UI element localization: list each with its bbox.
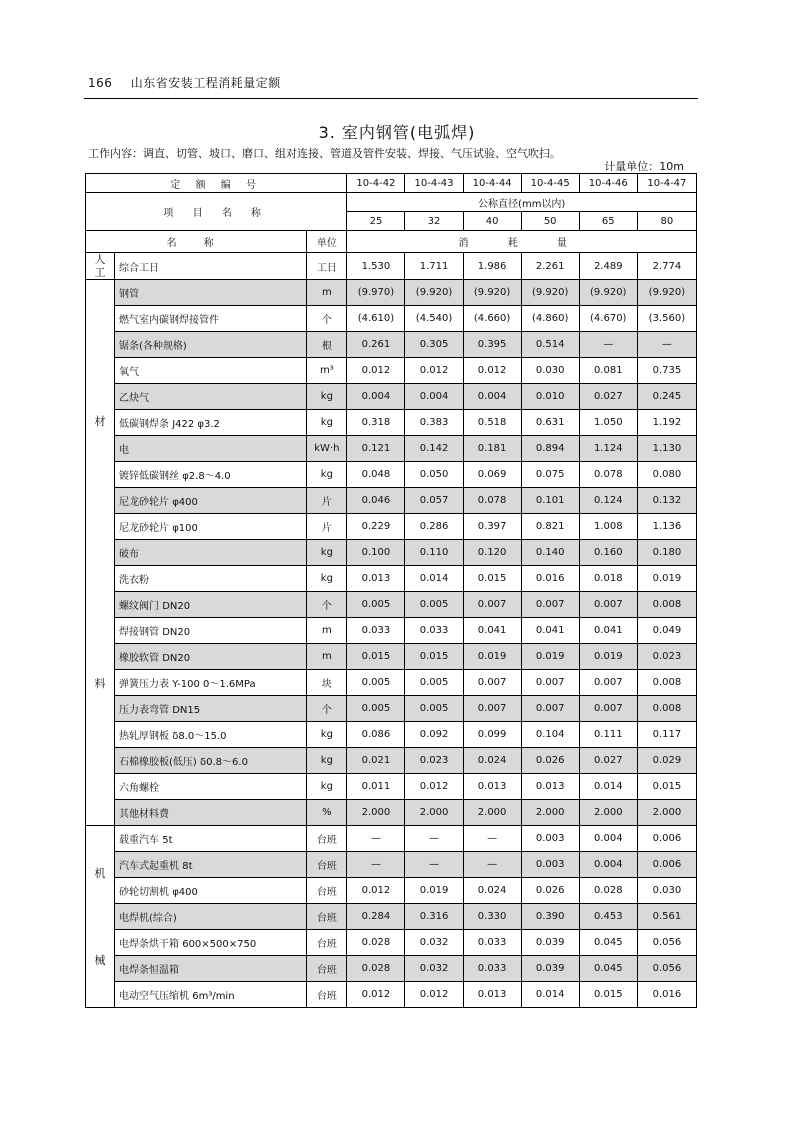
value-cell: 2.000 <box>463 800 521 826</box>
value-cell: 0.229 <box>347 514 405 540</box>
value-cell: 0.030 <box>637 878 696 904</box>
value-cell: 0.018 <box>579 566 637 592</box>
diameter-cell: 40 <box>463 212 521 231</box>
value-cell: 0.046 <box>347 488 405 514</box>
value-cell: 0.007 <box>521 696 579 722</box>
value-cell: 0.005 <box>405 696 463 722</box>
item-unit: 台班 <box>307 982 347 1008</box>
value-cell: 0.016 <box>637 982 696 1008</box>
value-cell: 2.000 <box>347 800 405 826</box>
table-row <box>86 644 697 670</box>
item-unit: 台班 <box>307 826 347 852</box>
item-unit: 台班 <box>307 878 347 904</box>
diameter-cell: 65 <box>579 212 637 231</box>
value-cell: 0.019 <box>463 644 521 670</box>
table-row <box>86 253 697 280</box>
header-rule <box>84 98 698 99</box>
value-cell: 0.014 <box>521 982 579 1008</box>
value-cell: 0.140 <box>521 540 579 566</box>
value-cell: 0.024 <box>463 748 521 774</box>
value-cell: 0.104 <box>521 722 579 748</box>
table-row <box>86 488 697 514</box>
item-name: 弹簧压力表 Y-100 0～1.6MPa <box>115 670 307 696</box>
value-cell: 0.021 <box>347 748 405 774</box>
table-row <box>86 826 697 852</box>
value-cell: 0.013 <box>521 774 579 800</box>
value-cell: — <box>579 332 637 358</box>
value-cell: 0.006 <box>637 852 696 878</box>
code-cell: 10-4-43 <box>405 174 463 193</box>
col-name-header: 名 称 <box>86 231 307 253</box>
table-row <box>86 592 697 618</box>
diameter-cell: 50 <box>521 212 579 231</box>
value-cell: 0.013 <box>463 982 521 1008</box>
item-name: 压力表弯管 DN15 <box>115 696 307 722</box>
item-name: 六角螺栓 <box>115 774 307 800</box>
item-unit: 片 <box>307 488 347 514</box>
value-cell: — <box>463 826 521 852</box>
value-cell: 1.530 <box>347 253 405 280</box>
value-cell: 0.012 <box>347 358 405 384</box>
value-cell: 0.013 <box>347 566 405 592</box>
page-number: 166 <box>88 76 113 90</box>
value-cell: 1.136 <box>637 514 696 540</box>
value-cell: 0.305 <box>405 332 463 358</box>
category-label <box>86 253 115 280</box>
table-row <box>86 410 697 436</box>
table-row <box>86 930 697 956</box>
item-unit: kW·h <box>307 436 347 462</box>
value-cell: 0.032 <box>405 956 463 982</box>
value-cell: 0.014 <box>579 774 637 800</box>
value-cell: 0.007 <box>579 670 637 696</box>
code-cell: 10-4-42 <box>347 174 405 193</box>
value-cell: 0.075 <box>521 462 579 488</box>
value-cell: 0.030 <box>521 358 579 384</box>
value-cell: 0.007 <box>521 592 579 618</box>
item-unit: 块 <box>307 670 347 696</box>
table-row <box>86 748 697 774</box>
value-cell: 0.027 <box>579 748 637 774</box>
value-cell: 0.078 <box>579 462 637 488</box>
value-cell: 0.057 <box>405 488 463 514</box>
item-name: 石棉橡胶板(低压) δ0.8～6.0 <box>115 748 307 774</box>
value-cell: — <box>405 852 463 878</box>
diameter-label: 公称直径(mm以内) <box>347 193 697 212</box>
value-cell: 0.041 <box>521 618 579 644</box>
item-name: 电焊条恒温箱 <box>115 956 307 982</box>
unit-label: 计量单位：10m <box>604 160 684 173</box>
value-cell: 2.000 <box>405 800 463 826</box>
value-cell: 1.130 <box>637 436 696 462</box>
value-cell: (4.610) <box>347 306 405 332</box>
value-cell: 0.101 <box>521 488 579 514</box>
code-cell: 10-4-46 <box>579 174 637 193</box>
code-label: 定 额 编 号 <box>86 174 347 193</box>
item-name: 尼龙砂轮片 φ100 <box>115 514 307 540</box>
value-cell: 2.000 <box>579 800 637 826</box>
item-name: 电 <box>115 436 307 462</box>
value-cell: 0.033 <box>405 618 463 644</box>
value-cell: 1.050 <box>579 410 637 436</box>
value-cell: 0.004 <box>579 852 637 878</box>
item-unit: 片 <box>307 514 347 540</box>
value-cell: 0.284 <box>347 904 405 930</box>
value-cell: 1.008 <box>579 514 637 540</box>
value-cell: 0.111 <box>579 722 637 748</box>
col-unit-header: 单位 <box>307 231 347 253</box>
item-name: 电动空气压缩机 6m³/min <box>115 982 307 1008</box>
value-cell: 0.011 <box>347 774 405 800</box>
table-row <box>86 696 697 722</box>
diameter-label-row <box>86 193 697 212</box>
work-content: 工作内容：调直、切管、坡口、磨口、组对连接、管道及管件安装、焊接、气压试验、空气吹扫。 <box>88 147 561 160</box>
value-cell: 1.124 <box>579 436 637 462</box>
value-cell: 0.081 <box>579 358 637 384</box>
column-header-row <box>86 231 697 253</box>
diameter-cell: 32 <box>405 212 463 231</box>
table-row <box>86 514 697 540</box>
table-row <box>86 280 697 306</box>
value-cell: 0.028 <box>347 956 405 982</box>
code-row <box>86 174 697 193</box>
value-cell: 0.316 <box>405 904 463 930</box>
value-cell: 0.080 <box>637 462 696 488</box>
value-cell: 0.397 <box>463 514 521 540</box>
page-header <box>88 74 281 91</box>
value-cell: 0.007 <box>463 696 521 722</box>
value-cell: 0.008 <box>637 670 696 696</box>
value-cell: 0.033 <box>463 930 521 956</box>
value-cell: 0.010 <box>521 384 579 410</box>
value-cell: 0.318 <box>347 410 405 436</box>
value-cell: 0.561 <box>637 904 696 930</box>
value-cell: 2.000 <box>521 800 579 826</box>
value-cell: 0.245 <box>637 384 696 410</box>
item-unit: kg <box>307 722 347 748</box>
item-name: 电焊条烘干箱 600×500×750 <box>115 930 307 956</box>
value-cell: 0.286 <box>405 514 463 540</box>
value-cell: (3.560) <box>637 306 696 332</box>
item-name: 汽车式起重机 8t <box>115 852 307 878</box>
item-name: 破布 <box>115 540 307 566</box>
value-cell: 2.261 <box>521 253 579 280</box>
item-name: 低碳钢焊条 J422 φ3.2 <box>115 410 307 436</box>
value-cell: 0.028 <box>347 930 405 956</box>
value-cell: 0.007 <box>579 696 637 722</box>
value-cell: 0.069 <box>463 462 521 488</box>
value-cell: 0.004 <box>579 826 637 852</box>
value-cell: (9.920) <box>579 280 637 306</box>
value-cell: 0.180 <box>637 540 696 566</box>
value-cell: 0.894 <box>521 436 579 462</box>
value-cell: 0.631 <box>521 410 579 436</box>
value-cell: 0.008 <box>637 696 696 722</box>
value-cell: 0.016 <box>521 566 579 592</box>
value-cell: 0.056 <box>637 956 696 982</box>
value-cell: 0.005 <box>347 592 405 618</box>
value-cell: 0.019 <box>637 566 696 592</box>
item-name: 橡胶软管 DN20 <box>115 644 307 670</box>
value-cell: (9.970) <box>347 280 405 306</box>
value-cell: 0.012 <box>347 878 405 904</box>
item-name: 洗衣粉 <box>115 566 307 592</box>
value-cell: 0.019 <box>405 878 463 904</box>
item-unit: m³ <box>307 358 347 384</box>
value-cell: 0.048 <box>347 462 405 488</box>
value-cell: 0.033 <box>347 618 405 644</box>
value-cell: (9.920) <box>405 280 463 306</box>
value-cell: 0.007 <box>521 670 579 696</box>
item-name: 其他材料费 <box>115 800 307 826</box>
value-cell: 0.005 <box>347 670 405 696</box>
item-name: 锯条(各种规格) <box>115 332 307 358</box>
value-cell: 0.005 <box>405 592 463 618</box>
value-cell: — <box>405 826 463 852</box>
code-cell: 10-4-44 <box>463 174 521 193</box>
value-cell: 1.986 <box>463 253 521 280</box>
value-cell: (4.660) <box>463 306 521 332</box>
table-row <box>86 904 697 930</box>
table-row <box>86 332 697 358</box>
value-cell: — <box>463 852 521 878</box>
item-unit: % <box>307 800 347 826</box>
value-cell: 0.390 <box>521 904 579 930</box>
diameter-cell: 25 <box>347 212 405 231</box>
value-cell: 0.821 <box>521 514 579 540</box>
table-row <box>86 956 697 982</box>
value-cell: 0.007 <box>579 592 637 618</box>
value-cell: 0.007 <box>463 592 521 618</box>
item-unit: 个 <box>307 306 347 332</box>
item-unit: 台班 <box>307 956 347 982</box>
value-cell: 2.774 <box>637 253 696 280</box>
value-cell: 0.024 <box>463 878 521 904</box>
value-cell: 0.019 <box>521 644 579 670</box>
value-cell: 0.029 <box>637 748 696 774</box>
item-unit: kg <box>307 462 347 488</box>
item-unit: 个 <box>307 696 347 722</box>
value-cell: (4.860) <box>521 306 579 332</box>
value-cell: 0.013 <box>463 774 521 800</box>
value-cell: 0.120 <box>463 540 521 566</box>
value-cell: 0.383 <box>405 410 463 436</box>
value-cell: 1.192 <box>637 410 696 436</box>
item-label: 项 目 名 称 <box>86 193 347 231</box>
item-name: 砂轮切割机 φ400 <box>115 878 307 904</box>
item-name: 综合工日 <box>115 253 307 280</box>
value-cell: 2.000 <box>637 800 696 826</box>
item-unit: m <box>307 644 347 670</box>
value-cell: 0.012 <box>405 982 463 1008</box>
item-name: 电焊机(综合) <box>115 904 307 930</box>
value-cell: 0.027 <box>579 384 637 410</box>
value-cell: 0.117 <box>637 722 696 748</box>
category-label-text: 机 械 <box>94 866 106 967</box>
value-cell: 0.099 <box>463 722 521 748</box>
value-cell: 0.395 <box>463 332 521 358</box>
value-cell: 0.110 <box>405 540 463 566</box>
value-cell: 0.019 <box>579 644 637 670</box>
value-cell: (9.920) <box>521 280 579 306</box>
value-cell: 0.012 <box>347 982 405 1008</box>
table-row <box>86 774 697 800</box>
table-row <box>86 306 697 332</box>
value-cell: 0.012 <box>463 358 521 384</box>
table-row <box>86 800 697 826</box>
item-unit: m <box>307 280 347 306</box>
table-row <box>86 384 697 410</box>
table-row <box>86 722 697 748</box>
value-cell: 0.041 <box>579 618 637 644</box>
value-cell: 0.012 <box>405 358 463 384</box>
book-title: 山东省安装工程消耗量定额 <box>130 76 281 90</box>
item-unit: 台班 <box>307 852 347 878</box>
value-cell: 0.026 <box>521 878 579 904</box>
value-cell: 0.003 <box>521 826 579 852</box>
value-cell: 0.039 <box>521 930 579 956</box>
table-row <box>86 618 697 644</box>
quota-table <box>85 173 697 1008</box>
item-unit: kg <box>307 384 347 410</box>
table-row <box>86 358 697 384</box>
value-cell: 0.012 <box>405 774 463 800</box>
value-cell: 0.033 <box>463 956 521 982</box>
item-unit: 台班 <box>307 904 347 930</box>
item-name: 燃气室内碳钢焊接管件 <box>115 306 307 332</box>
value-cell: 0.261 <box>347 332 405 358</box>
value-cell: 0.014 <box>405 566 463 592</box>
table-row <box>86 436 697 462</box>
value-cell: — <box>347 826 405 852</box>
value-cell: (9.920) <box>463 280 521 306</box>
value-cell: 2.489 <box>579 253 637 280</box>
code-cell: 10-4-47 <box>637 174 696 193</box>
value-cell: 0.045 <box>579 956 637 982</box>
value-cell: 0.086 <box>347 722 405 748</box>
item-unit: 台班 <box>307 930 347 956</box>
code-cell: 10-4-45 <box>521 174 579 193</box>
table-row <box>86 878 697 904</box>
value-cell: 0.514 <box>521 332 579 358</box>
value-cell: 0.039 <box>521 956 579 982</box>
item-name: 乙炔气 <box>115 384 307 410</box>
value-cell: 0.160 <box>579 540 637 566</box>
value-cell: 0.735 <box>637 358 696 384</box>
item-unit: kg <box>307 566 347 592</box>
value-cell: 0.453 <box>579 904 637 930</box>
value-cell: — <box>637 332 696 358</box>
table-row <box>86 540 697 566</box>
value-cell: 0.015 <box>637 774 696 800</box>
value-cell: (4.540) <box>405 306 463 332</box>
value-cell: 0.015 <box>347 644 405 670</box>
value-cell: 0.004 <box>463 384 521 410</box>
value-cell: — <box>347 852 405 878</box>
value-cell: 0.023 <box>637 644 696 670</box>
value-cell: 0.518 <box>463 410 521 436</box>
category-label-text: 材 料 <box>94 415 106 691</box>
value-cell: 0.132 <box>637 488 696 514</box>
value-cell: 0.007 <box>463 670 521 696</box>
item-name: 螺纹阀门 DN20 <box>115 592 307 618</box>
value-cell: 0.004 <box>347 384 405 410</box>
value-cell: 0.049 <box>637 618 696 644</box>
category-label-text: 人 工 <box>94 253 106 280</box>
value-cell: 1.711 <box>405 253 463 280</box>
col-consumption-header: 消 耗 量 <box>347 231 697 253</box>
item-unit: kg <box>307 540 347 566</box>
item-name: 镀锌低碳钢丝 φ2.8～4.0 <box>115 462 307 488</box>
table-row <box>86 670 697 696</box>
value-cell: 0.050 <box>405 462 463 488</box>
table-row <box>86 462 697 488</box>
item-name: 热轧厚钢板 δ8.0～15.0 <box>115 722 307 748</box>
value-cell: 0.003 <box>521 852 579 878</box>
value-cell: 0.100 <box>347 540 405 566</box>
value-cell: (4.670) <box>579 306 637 332</box>
value-cell: 0.124 <box>579 488 637 514</box>
value-cell: 0.015 <box>579 982 637 1008</box>
item-unit: kg <box>307 774 347 800</box>
value-cell: 0.015 <box>405 644 463 670</box>
category-label <box>86 826 115 1008</box>
value-cell: (9.920) <box>637 280 696 306</box>
category-label <box>86 280 115 826</box>
item-unit: kg <box>307 748 347 774</box>
value-cell: 0.004 <box>405 384 463 410</box>
value-cell: 0.041 <box>463 618 521 644</box>
value-cell: 0.181 <box>463 436 521 462</box>
item-name: 氧气 <box>115 358 307 384</box>
value-cell: 0.045 <box>579 930 637 956</box>
value-cell: 0.032 <box>405 930 463 956</box>
diameter-cell: 80 <box>637 212 696 231</box>
value-cell: 0.092 <box>405 722 463 748</box>
item-name: 载重汽车 5t <box>115 826 307 852</box>
item-unit: 工日 <box>307 253 347 280</box>
value-cell: 0.026 <box>521 748 579 774</box>
value-cell: 0.005 <box>405 670 463 696</box>
value-cell: 0.005 <box>347 696 405 722</box>
value-cell: 0.056 <box>637 930 696 956</box>
value-cell: 0.142 <box>405 436 463 462</box>
item-name: 焊接钢管 DN20 <box>115 618 307 644</box>
section-title: 3. 室内钢管(电弧焊) <box>318 123 476 142</box>
value-cell: 0.008 <box>637 592 696 618</box>
table-row <box>86 852 697 878</box>
value-cell: 0.006 <box>637 826 696 852</box>
table-row <box>86 566 697 592</box>
item-name: 尼龙砂轮片 φ400 <box>115 488 307 514</box>
value-cell: 0.023 <box>405 748 463 774</box>
item-unit: 个 <box>307 592 347 618</box>
value-cell: 0.330 <box>463 904 521 930</box>
item-unit: 根 <box>307 332 347 358</box>
item-name: 钢管 <box>115 280 307 306</box>
item-unit: kg <box>307 410 347 436</box>
table-row <box>86 982 697 1008</box>
value-cell: 0.015 <box>463 566 521 592</box>
value-cell: 0.121 <box>347 436 405 462</box>
value-cell: 0.078 <box>463 488 521 514</box>
item-unit: m <box>307 618 347 644</box>
value-cell: 0.028 <box>579 878 637 904</box>
